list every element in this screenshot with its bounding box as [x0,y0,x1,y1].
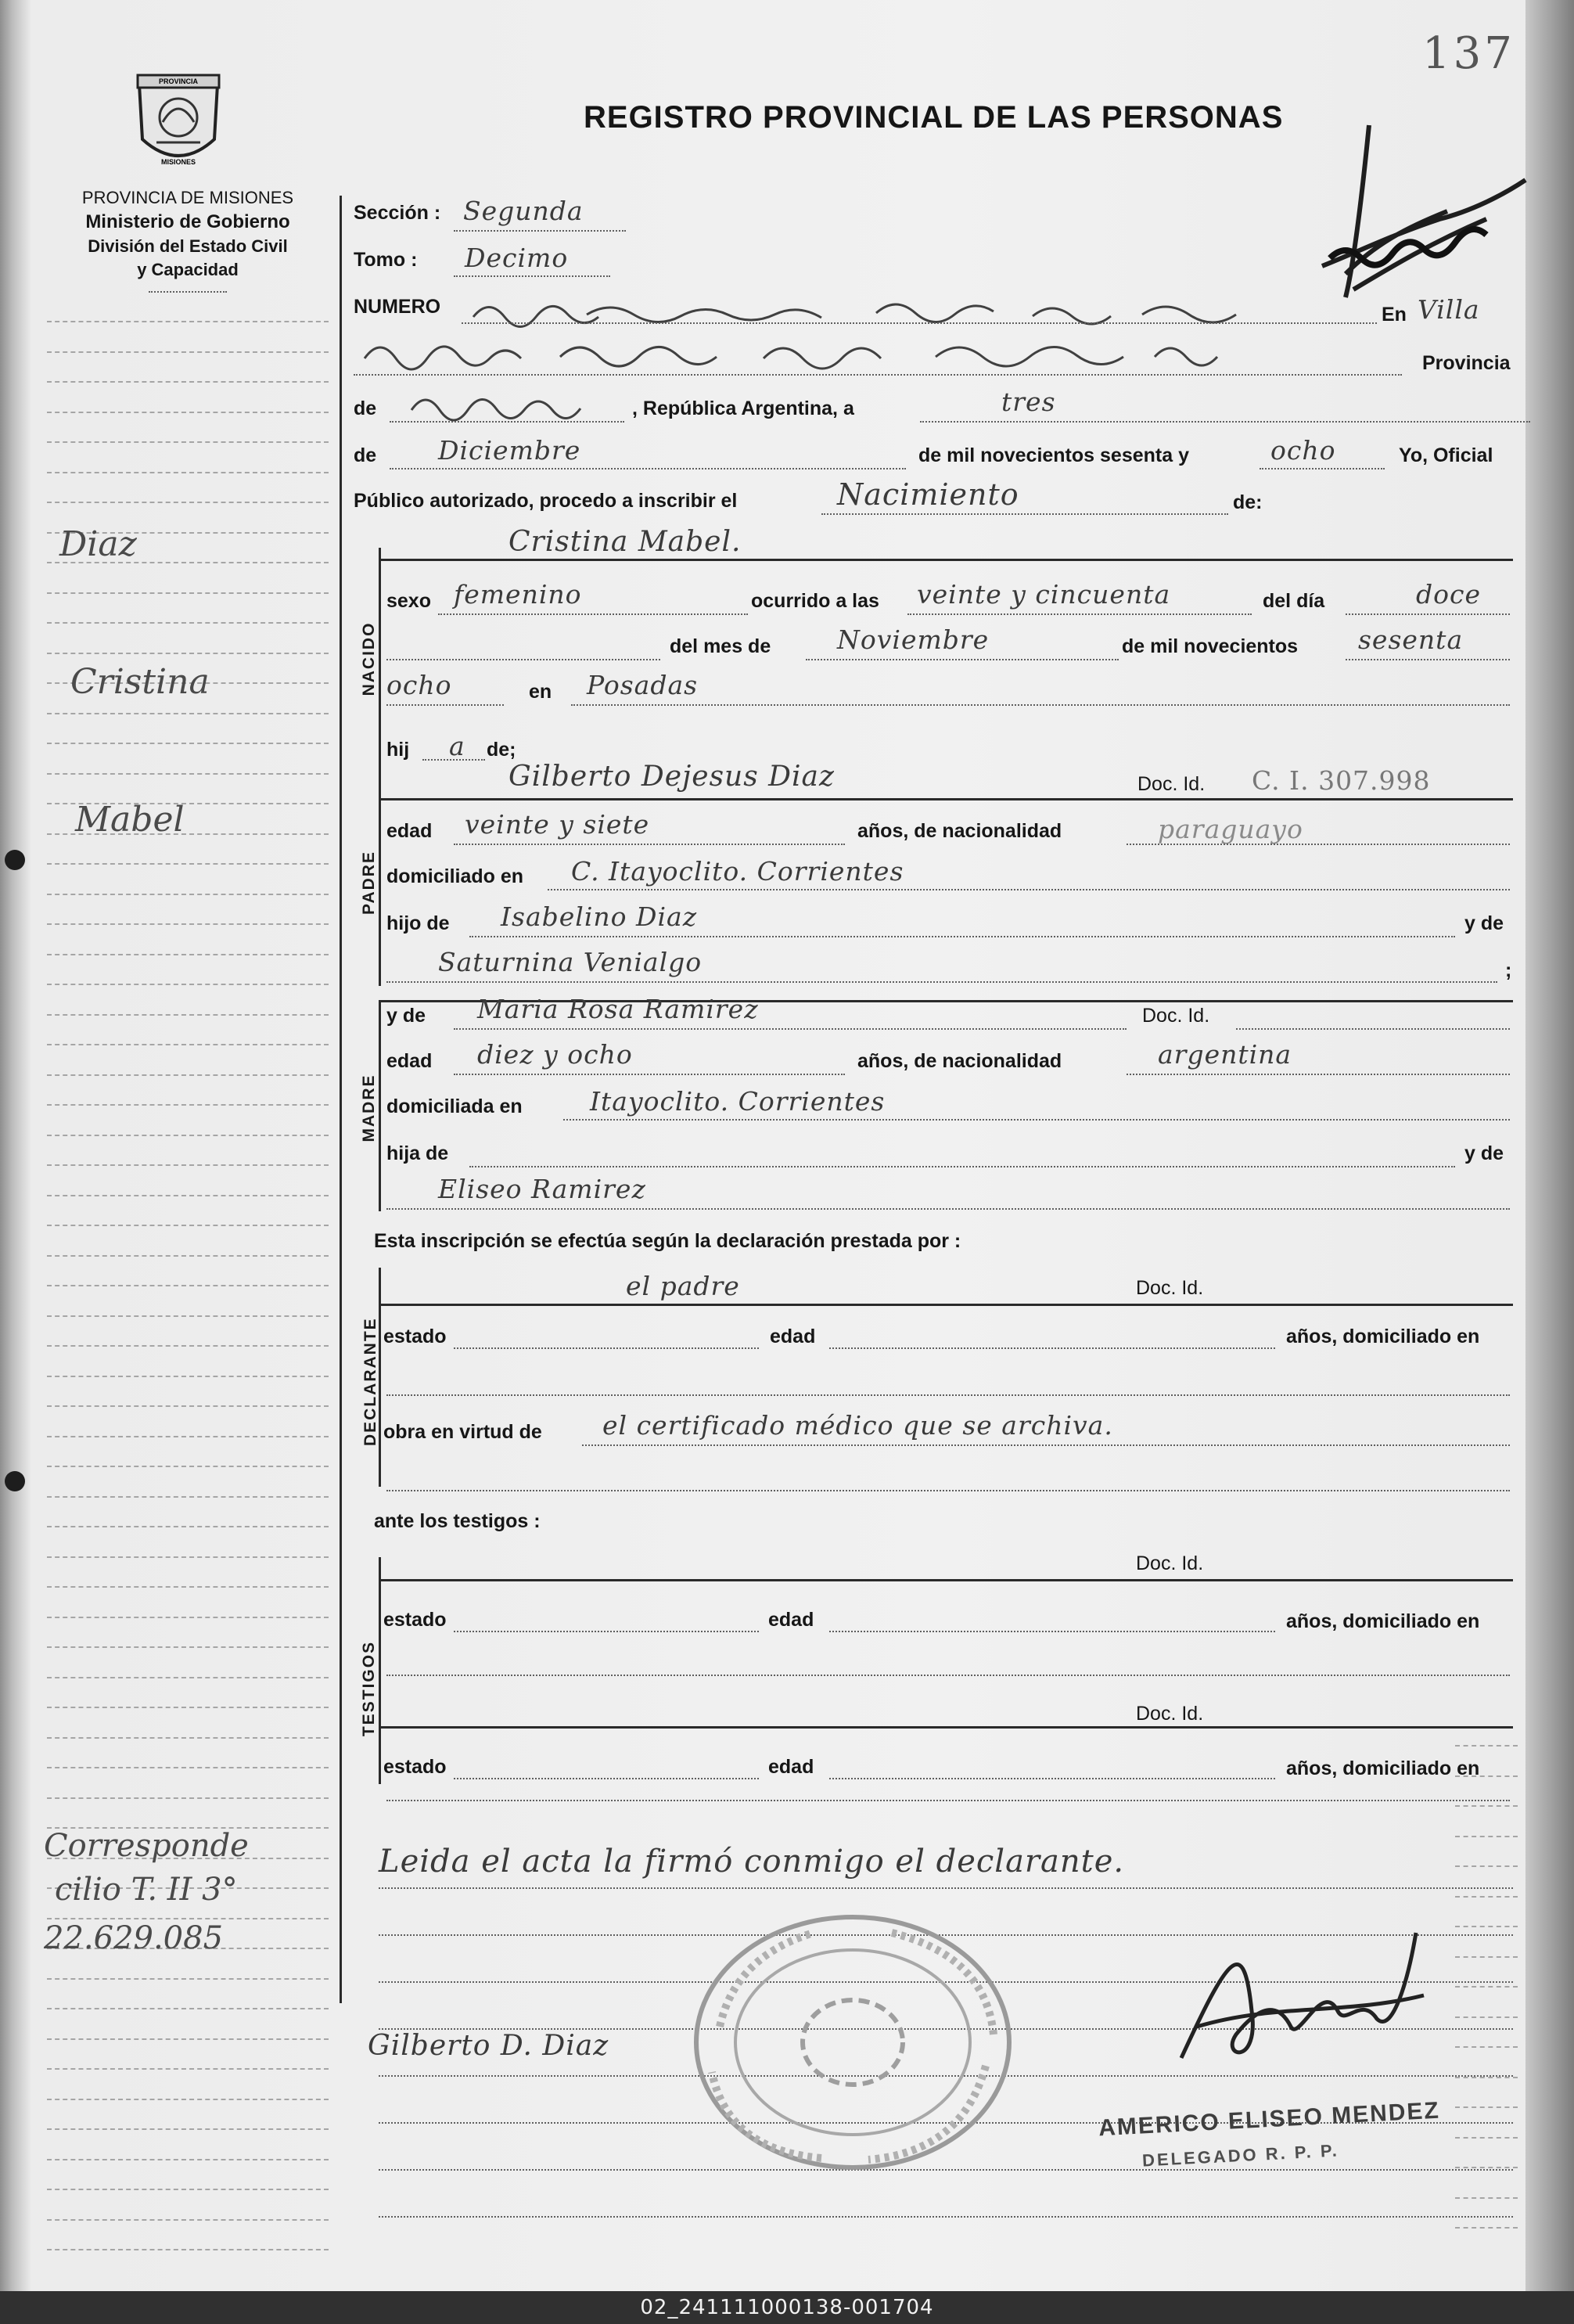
madre-nombre-line [454,1028,1127,1030]
madre-dom-line [563,1119,1510,1121]
de-label: de [354,398,377,419]
padre-bracket [379,775,381,986]
margin-ruled-line [47,743,329,744]
right-ruled-line [1455,1865,1518,1867]
division-heading: División del Estado Civil [88,236,288,256]
margin-ruled-line [47,1737,329,1739]
madre-nac-value: argentina [1158,1039,1292,1070]
right-ruled-line [1455,1956,1518,1958]
acto-value: Nacimiento [837,477,1019,512]
right-ruled-line [1455,2137,1518,2139]
margin-ruled-line [47,1074,329,1076]
margin-ruled-line [47,381,329,383]
margin-ruled-line [47,592,329,594]
madre-doc-line [1236,1028,1510,1030]
testigo2-edad-line [829,1778,1275,1779]
mes-value: Noviembre [837,624,990,655]
margin-ruled-line [47,502,329,503]
margin-ruled-line [47,1195,329,1196]
margin-ruled-line [47,1978,329,1980]
testigo2-rule [379,1726,1513,1729]
tomo-line [454,275,610,277]
margin-ruled-line [47,1526,329,1527]
dia-line [1346,613,1510,615]
anio-nac-value: sesenta [1358,624,1464,655]
padre-edad-label: edad [386,820,433,842]
official-signature-icon [1166,1909,1432,2074]
ocurrido-label: ocurrido a las [751,590,879,612]
mes-insc-line [390,468,906,469]
margin-ruled-line [47,1345,329,1347]
mes-line [806,659,1119,660]
declarante-doc-label: Doc. Id. [1136,1277,1204,1299]
testigos-top-rule [379,1579,1513,1581]
nacido-top-rule [379,559,1513,561]
right-ruled-line [1455,1986,1518,1988]
official-role: DELEGADO R. P. P. [1141,2140,1340,2171]
padre-top-rule [379,798,1513,800]
margin-ruled-line [47,1285,329,1286]
inscripcion-label: Esta inscripción se efectúa según la declaración prestada por : [374,1230,961,1252]
testigo2-doc-label: Doc. Id. [1136,1703,1204,1725]
right-ruled-line [1455,2106,1518,2108]
de-mil-label: de mil novecientos sesenta y [918,444,1189,466]
right-ruled-line [1455,2227,1518,2229]
margin-ruled-line [47,412,329,413]
en-label: En [1382,304,1407,326]
margin-ruled-line [47,1466,329,1467]
dia-inscripcion: tres [1001,387,1056,417]
testigo2-dom-line [386,1800,1510,1801]
testigos-section-label: TESTIGOS [360,1640,378,1737]
de-mil-2-label: de mil novecientos [1122,635,1299,657]
obra-line [582,1444,1510,1446]
testigo2-estado-label: estado [383,1756,447,1778]
margin-ruled-line [47,894,329,895]
dia-insc-line [920,421,1530,423]
anio-inscripcion: ocho [1270,435,1336,466]
province-heading: PROVINCIA DE MISIONES [81,188,294,207]
seal-text-bottom: MISIONES [160,158,196,166]
yo-oficial-label: Yo, Oficial [1399,444,1493,466]
en-2-label: en [529,681,552,703]
hora-value: veinte y cincuenta [917,579,1171,610]
padre-nac-label: años, de nacionalidad [857,820,1062,842]
margin-ruled-line [47,2219,329,2221]
sexo-line [438,613,748,615]
declarante-estado-line [454,1347,759,1349]
lugar-line [354,374,1402,376]
padre-hijo-de-value: Isabelino Diaz [501,901,698,932]
madre-doc-label: Doc. Id. [1142,1005,1210,1027]
madre-nombre: Maria Rosa Ramirez [477,994,759,1024]
page-number: 137 [1422,28,1515,79]
declarante-signature: Gilberto D. Diaz [368,2030,609,2062]
page-edge [1525,0,1574,2291]
lugar-handwriting [357,335,1295,374]
margin-ruled-line [47,1225,329,1226]
madre-y-de-value: Eliseo Ramirez [438,1174,646,1204]
padre-edad-value: veinte y siete [465,809,650,840]
nombre-nacido: Cristina Mabel. [508,526,742,558]
padre-nac-value: paraguayo [1158,814,1303,844]
margin-ruled-line [47,1014,329,1016]
sexo-label: sexo [386,590,431,612]
provincial-seal-icon [133,72,224,175]
margin-ruled-line [47,2189,329,2190]
madre-hija-de-label: hija de [386,1142,449,1164]
margin-ruled-line [47,1586,329,1588]
margin-ruled-line [47,1405,329,1407]
right-ruled-line [1455,1896,1518,1898]
declarante-dom-line [386,1394,1510,1396]
hij-label: hij [386,739,410,761]
margin-ruled-line [47,1617,329,1618]
margin-ruled-line [47,1315,329,1317]
padre-doc-value: C. I. 307.998 [1252,765,1431,796]
margin-ruled-line [47,984,329,985]
form-left-border [340,196,342,2003]
declarante-top-rule [379,1304,1513,1306]
right-ruled-line [1455,1926,1518,1927]
madre-edad-label: edad [386,1050,433,1072]
padre-section-label: PADRE [360,851,378,915]
margin-name-1: Cristina [70,662,210,702]
madre-bracket [379,1000,381,1211]
margin-ruled-line [47,2128,329,2130]
de-colon-label: de: [1233,491,1263,513]
declarante-estado-label: estado [383,1326,447,1347]
padre-nac-line [1127,844,1510,845]
right-ruled-line [1455,2016,1518,2018]
testigo1-estado-line [454,1631,759,1632]
madre-section-label: MADRE [360,1074,378,1142]
margin-ruled-line [47,713,329,714]
testigo2-anios-label: años, domiciliado en [1286,1757,1480,1779]
anio-nac-cont: ocho [386,670,452,700]
binder-hole [5,1471,25,1491]
ante-testigos-label: ante los testigos : [374,1510,541,1532]
nacido-bracket [379,548,381,775]
margin-ruled-line [47,1135,329,1136]
margin-ruled-line [47,1104,329,1106]
testigo1-edad-line [829,1631,1275,1632]
padre-y-de-value: Saturnina Venialgo [438,947,703,977]
margin-ruled-line [47,1918,329,1919]
padre-hijo-de-line [469,936,1455,937]
madre-nac-label: años, de nacionalidad [857,1050,1062,1072]
del-mes-label: del mes de [670,635,771,657]
ministry-heading: Ministerio de Gobierno [85,211,290,232]
right-ruled-line [1455,2046,1518,2048]
right-ruled-line [1455,2197,1518,2199]
margin-ruled-line [47,1164,329,1166]
numero-label: NUMERO [354,296,441,318]
margin-ruled-line [47,2099,329,2100]
right-ruled-line [1455,2167,1518,2168]
seccion-label: Sección : [354,202,441,224]
declarante-edad-line [829,1347,1275,1349]
provincia-handwriting [407,387,641,421]
seccion-line [454,230,626,232]
seal-text-top: PROVINCIA [158,77,199,85]
margin-corresponde-2: cilio T. II 3° [55,1872,238,1908]
declarante-section-label: DECLARANTE [361,1317,379,1446]
margin-ruled-line [47,773,329,775]
right-ruled-line [1455,1745,1518,1747]
header-underline [149,291,227,293]
margin-ruled-line [47,1797,329,1799]
testigo1-doc-label: Doc. Id. [1136,1552,1204,1574]
margin-ruled-line [47,1677,329,1678]
margin-ruled-line [47,1556,329,1558]
padre-dom-line [548,889,1510,890]
sexo-value: femenino [454,579,582,610]
madre-edad-value: diez y ocho [477,1039,633,1070]
padre-nombre: Gilberto Dejesus Diaz [508,761,835,793]
madre-y-de-line [386,1208,1510,1210]
obra-value: el certificado médico que se archiva. [602,1410,1113,1441]
declarante-anios-label: años, domiciliado en [1286,1326,1480,1347]
margin-ruled-line [47,2068,329,2070]
padre-y-de-label: y de [1464,912,1504,934]
margin-name-2: Mabel [75,800,185,840]
testigo2-edad-label: edad [768,1756,814,1778]
hij-suffix: a [449,731,465,761]
margin-ruled-line [47,923,329,925]
margin-ruled-line [47,441,329,443]
testigo1-estado-label: estado [383,1609,447,1631]
lugar-villa: Villa [1418,294,1480,325]
madre-hija-de-line [469,1166,1455,1167]
madre-nac-line [1127,1074,1510,1075]
del-dia-label: del día [1263,590,1325,612]
margin-ruled-line [47,622,329,624]
mes-inscripcion: Diciembre [438,435,581,466]
margin-corresponde-1: Corresponde [44,1828,249,1864]
closing-line-8 [379,2216,1513,2218]
margin-ruled-line [47,472,329,473]
margin-ruled-line [47,954,329,955]
numero-line [462,322,1377,324]
margin-ruled-line [47,1496,329,1498]
margin-ruled-line [47,2249,329,2250]
acto-line [821,513,1228,515]
padre-dom-label: domiciliado en [386,865,524,887]
margin-ruled-line [47,2008,329,2009]
lugar-nac-value: Posadas [587,670,699,700]
padre-hijo-de-label: hijo de [386,912,450,934]
dia-value: doce [1416,579,1482,610]
testigo1-edad-label: edad [768,1609,814,1631]
anio-insc-line [1260,468,1385,469]
document-title: REGISTRO PROVINCIAL DE LAS PERSONAS [584,100,1284,135]
registry-stamp-icon [688,1909,1017,2175]
margin-corresponde-3: 22.629.085 [44,1920,224,1956]
right-ruled-line [1455,1836,1518,1837]
anio-cont-line [386,704,504,706]
margin-ruled-line [47,351,329,353]
madre-y-de-label: y de [386,1005,426,1027]
seccion-value: Segunda [463,196,584,226]
tomo-value: Decimo [465,243,569,273]
obra-line-2 [386,1490,1510,1491]
binder-hole [5,850,25,870]
lugar-nac-line [571,704,1510,706]
testigos-bracket [379,1557,381,1784]
closing-line [379,1887,1513,1889]
testigo2-estado-line [454,1778,759,1779]
top-right-signature-icon [1299,110,1533,313]
margin-ruled-line [47,1767,329,1768]
margin-ruled-line [47,1255,329,1257]
obra-label: obra en virtud de [383,1421,542,1443]
margin-ruled-line [47,1376,329,1377]
publico-label: Público autorizado, procedo a inscribir el [354,490,738,512]
mes-pre-line [386,659,660,660]
footer-code: 02_241111000138-001704 [0,2291,1574,2324]
numero-handwriting [469,297,1369,329]
margin-ruled-line [47,2159,329,2160]
tomo-label: Tomo : [354,249,418,271]
provincia-label: Provincia [1422,352,1511,374]
padre-edad-line [454,844,845,845]
padre-doc-label: Doc. Id. [1137,773,1206,795]
right-ruled-line [1455,1805,1518,1807]
margin-ruled-line [47,321,329,322]
margin-ruled-line [47,653,329,654]
padre-dom-value: C. Itayoclito. Corrientes [571,856,904,887]
semicolon: ; [1505,959,1512,981]
hij-line [422,759,485,761]
de-mes-label: de [354,444,377,466]
margin-ruled-line [47,1646,329,1648]
hora-line [907,613,1252,615]
margin-ruled-line [47,1044,329,1045]
margin-ruled-line [47,2038,329,2040]
republica-label: , República Argentina, a [632,398,854,419]
testigo1-anios-label: años, domiciliado en [1286,1610,1480,1632]
madre-edad-line [454,1074,845,1075]
nacido-section-label: NACIDO [360,621,378,696]
capacity-heading: y Capacidad [137,260,239,279]
margin-ruled-line [47,863,329,865]
declarante-edad-label: edad [770,1326,816,1347]
madre-dom-value: Itayoclito. Corrientes [590,1086,886,1117]
de-provincia-line [390,421,624,423]
anio-nac-line [1346,659,1510,660]
madre-y-de-2-label: y de [1464,1142,1504,1164]
testigo1-dom-line [386,1675,1510,1676]
padre-y-de-line [386,981,1497,983]
declarante-value: el padre [626,1271,740,1301]
madre-dom-label: domiciliada en [386,1095,523,1117]
de-semicolon-label: de; [487,739,516,761]
official-name: AMERICO ELISEO MENDEZ [1098,2097,1441,2142]
margin-surname: Diaz [59,524,137,564]
margin-ruled-line [47,1436,329,1437]
leida-acta: Leida el acta la firmó conmigo el declarante. [379,1844,1125,1880]
margin-ruled-line [47,1707,329,1708]
